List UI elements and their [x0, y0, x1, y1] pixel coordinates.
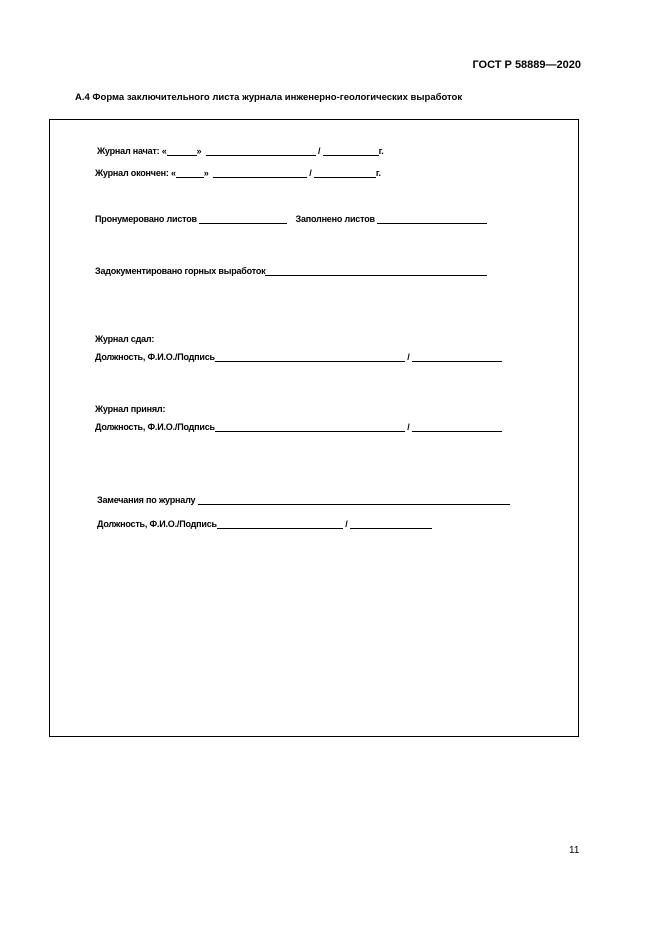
remarks-field[interactable] [198, 494, 510, 505]
remarks-signature-label: Должность, Ф.И.О./Подпись [97, 519, 217, 529]
standard-code: ГОСТ Р 58889—2020 [472, 59, 581, 71]
journal-started-year-field[interactable] [323, 145, 379, 156]
page-number: 11 [569, 845, 580, 856]
journal-started-label: Журнал начат: « [97, 146, 167, 156]
journal-started-day-field[interactable] [167, 145, 197, 156]
sheets-row [95, 213, 487, 225]
remarks-signature-field[interactable] [350, 518, 432, 529]
remarks-signature-row: Должность, Ф.И.О./Подпись / [97, 518, 432, 530]
handed-over-label: Журнал сдал: [95, 334, 155, 344]
sheets-numbered-label: Пронумеровано листов [95, 214, 197, 224]
handed-over-signature-label: Должность, Ф.И.О./Подпись [95, 352, 215, 362]
handed-over-name-field[interactable] [215, 351, 405, 362]
workings-row [95, 265, 487, 277]
received-signature-label: Должность, Ф.И.О./Подпись [95, 422, 215, 432]
handed-over-signature-field[interactable] [412, 351, 502, 362]
sheets-numbered-field[interactable] [199, 213, 287, 224]
sheets-filled-label: Заполнено листов [295, 214, 375, 224]
journal-finished-label: Журнал окончен: « [95, 168, 176, 178]
sheets-filled-field[interactable] [377, 213, 487, 224]
received-name-field[interactable] [215, 421, 405, 432]
workings-documented-label: Задокументировано горных выработок [95, 266, 266, 276]
journal-finished-year-field[interactable] [314, 167, 376, 178]
form-frame [49, 119, 579, 737]
remarks-label: Замечания по журналу [97, 495, 196, 505]
remarks-row [97, 494, 510, 506]
handed-over-signature-row: Должность, Ф.И.О./Подпись / [95, 351, 502, 363]
journal-started-row: Журнал начат: « » / г. [97, 146, 384, 156]
workings-documented-field[interactable] [265, 265, 487, 276]
received-signature-field[interactable] [412, 421, 502, 432]
journal-finished-row: Журнал окончен: « » / г. [95, 168, 381, 178]
received-signature-row: Должность, Ф.И.О./Подпись / [95, 421, 502, 433]
journal-finished-month-field[interactable] [213, 167, 307, 178]
received-label: Журнал принял: [95, 404, 166, 414]
remarks-name-field[interactable] [217, 518, 343, 529]
journal-started-month-field[interactable] [206, 145, 316, 156]
section-title: А.4 Форма заключительного листа журнала инженерно-геологических выработок [75, 92, 463, 103]
journal-finished-day-field[interactable] [176, 167, 204, 178]
